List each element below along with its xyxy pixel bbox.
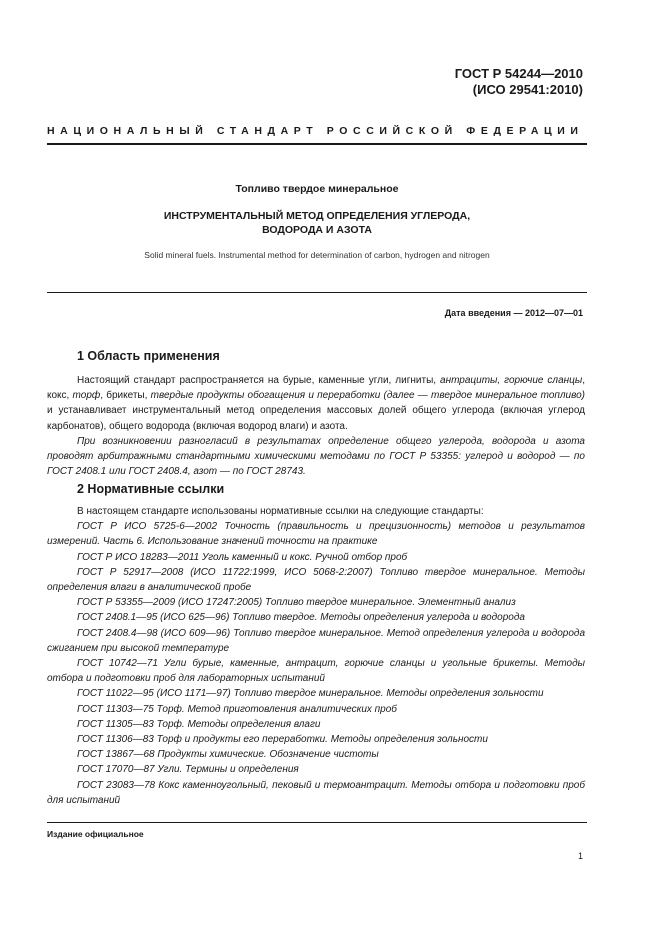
reference-item (47, 732, 585, 747)
middle-rule (47, 292, 587, 293)
bottom-rule (47, 822, 587, 823)
gost-number: ГОСТ Р 54244—2010 (454, 66, 583, 81)
iso-number: (ИСО 29541:2010) (472, 82, 583, 97)
english-title: Solid mineral fuels. Instrumental method for determination of carbon, hydrogen and nitrogen (144, 250, 490, 260)
official-edition-label: Издание официальное (47, 829, 144, 839)
title-category: Топливо твердое минеральное (235, 183, 399, 195)
national-standard-banner: НАЦИОНАЛЬНЫЙ СТАНДАРТ РОССИЙСКОЙ ФЕДЕРАЦИИ (47, 125, 584, 137)
section1-paragraph2: При возникновении разногласий в результатах определение общего углерода, водорода и азота проводят арбитражными стандартными химическими методами по ГОСТ Р 53355: углерод и водород — по ГОСТ 2408.1 или ГОСТ 2408.4, азот — по ГОСТ 28743. (47, 435, 585, 478)
reference-code: ГОСТ 11022—95 (ИСО 1171—97) (77, 688, 231, 700)
reference-item (47, 519, 585, 549)
section1-heading: 1 Область применения (77, 349, 220, 363)
reference-item (47, 702, 585, 717)
reference-code: ГОСТ 17070—87 (77, 764, 155, 776)
reference-code: ГОСТ Р ИСО 18283—2011 (77, 551, 200, 563)
reference-code: ГОСТ 11303—75 (77, 703, 154, 715)
main-title (47, 209, 587, 237)
reference-title: Топливо твердое. Методы определения углерода и водорода (232, 612, 525, 624)
reference-code: ГОСТ 23083—78 (77, 779, 156, 791)
reference-title: Кокс каменноугольный, пековый и термоантрацит. Методы отбора и подготовки проб для испытаний (47, 779, 585, 806)
reference-item (47, 762, 585, 777)
reference-code: ГОСТ 10742—71 (77, 658, 158, 670)
reference-item (47, 717, 585, 732)
main-title-line2: ВОДОРОДА И АЗОТА (262, 224, 372, 236)
section1-body (47, 373, 585, 479)
reference-title: Угли. Термины и определения (157, 764, 299, 776)
reference-title: Уголь каменный и кокс. Ручной отбор проб (202, 551, 408, 563)
reference-code: ГОСТ 2408.1—95 (ИСО 625—96) (77, 612, 230, 624)
reference-item (47, 778, 585, 808)
reference-code: ГОСТ 13867—68 (77, 749, 155, 761)
reference-item (47, 686, 585, 701)
reference-item (47, 565, 585, 595)
standard-number-block (455, 66, 583, 98)
section2-heading: 2 Нормативные ссылки (77, 482, 225, 496)
reference-title: Точность (правильность и прецизионность) методов и результатов измерений. Часть 6. Использование значений точности на практике (47, 521, 585, 548)
reference-item (47, 595, 585, 610)
introduction-date: Дата введения — 2012—07—01 (444, 308, 583, 318)
reference-title: Топливо твердое минеральное. Методы определения зольности (233, 688, 544, 700)
reference-item (47, 610, 585, 625)
reference-code: ГОСТ 11306—83 (77, 734, 154, 746)
top-rule (47, 143, 587, 145)
reference-title: Угли бурые, каменные, антрацит, горючие сланцы и угольные брикеты. Методы отбора и подготовки проб для лабораторных испытаний (47, 658, 586, 685)
section2-body (47, 504, 585, 808)
section2-intro: В настоящем стандарте использованы нормативные ссылки на следующие стандарты: (77, 506, 484, 517)
reference-code: ГОСТ 2408.4—98 (ИСО 609—96) (77, 627, 231, 639)
main-title-line1: ИНСТРУМЕНТАЛЬНЫЙ МЕТОД ОПРЕДЕЛЕНИЯ УГЛЕРОДА, (163, 210, 471, 222)
reference-code: ГОСТ 11305—83 (77, 718, 154, 730)
reference-list (47, 519, 585, 808)
reference-code: ГОСТ Р 53355—2009 (ИСО 17247:2005) (77, 597, 263, 609)
reference-code: ГОСТ Р ИСО 5725-6—2002 (77, 521, 218, 533)
reference-title: Торф. Методы определения влаги (156, 718, 321, 730)
reference-title: Продукты химические. Обозначение чистоты (157, 749, 379, 761)
reference-title: Торф. Метод приготовления аналитических проб (156, 703, 397, 715)
reference-item (47, 656, 585, 686)
reference-item (47, 747, 585, 762)
reference-code: ГОСТ Р 52917—2008 (ИСО 11722:1999, ИСО 5068-2:2007) (77, 566, 373, 578)
page-number: 1 (577, 851, 583, 861)
reference-item (47, 626, 585, 656)
reference-title: Топливо твердое минеральное. Методы определения влаги в аналитической пробе (47, 566, 585, 594)
reference-item (47, 550, 585, 565)
reference-title: Торф и продукты его переработки. Методы определения зольности (156, 734, 488, 746)
section1-paragraph1: Настоящий стандарт распространяется на бурые, каменные угли, лигниты, антрациты, горючие сланцы, кокс, торф, брикеты, твердые продукты обогащения и переработки (далее — твердое минеральное топливо) и устанавливает инструментальный метод определения массовых долей общего углерода (включая углерод карбонатов), общего водорода (включая водород влаги) и азота. (47, 375, 585, 432)
reference-title: Топливо твердое минеральное. Элементный анализ (265, 597, 516, 609)
reference-title: Топливо твердое минеральное. Метод определения углерода и водорода сжиганием при высокой температуре (47, 627, 586, 654)
